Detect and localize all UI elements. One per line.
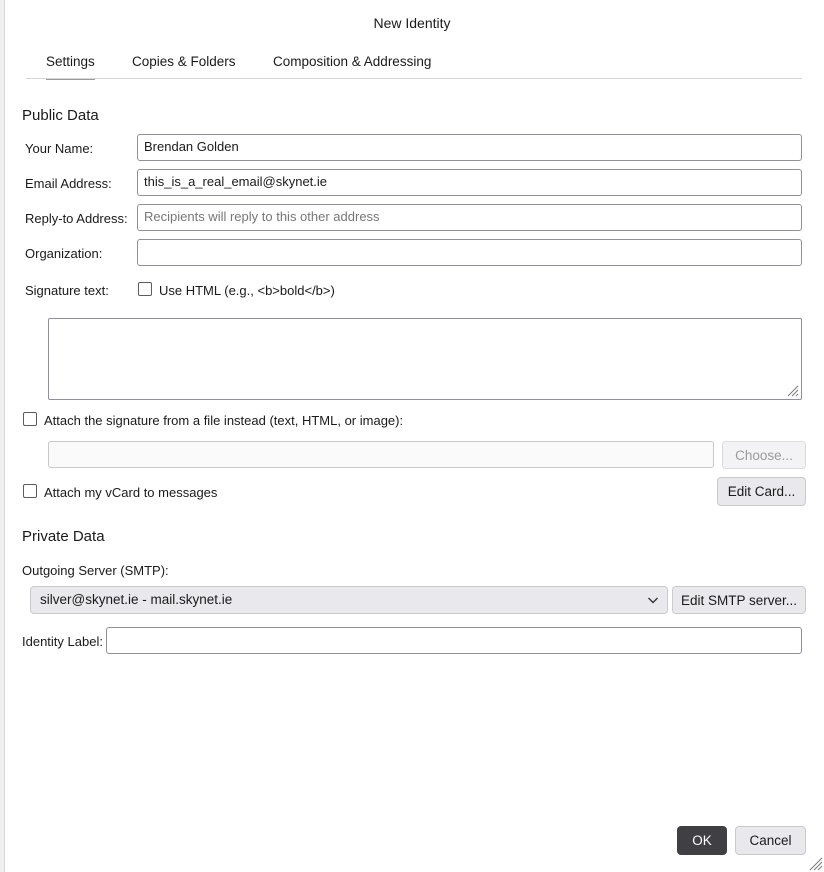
- window-resize-grip-icon[interactable]: [809, 857, 823, 871]
- use-html-label[interactable]: Use HTML (e.g., <b>bold</b>): [159, 283, 335, 298]
- smtp-server-selected-value: silver@skynet.ie - mail.skynet.ie: [40, 592, 233, 607]
- signature-text-label: Signature text:: [25, 283, 109, 298]
- ok-button[interactable]: OK: [677, 826, 727, 855]
- chevron-down-icon: [647, 594, 659, 606]
- use-html-checkbox[interactable]: [138, 282, 152, 296]
- organization-label: Organization:: [25, 246, 103, 261]
- email-address-input[interactable]: this_is_a_real_email@skynet.ie: [137, 169, 802, 196]
- attach-signature-file-label[interactable]: Attach the signature from a file instead (text, HTML, or image):: [44, 413, 404, 428]
- attach-signature-file-checkbox[interactable]: [23, 412, 37, 426]
- outgoing-server-label: Outgoing Server (SMTP):: [22, 563, 169, 578]
- reply-to-label: Reply-to Address:: [25, 211, 128, 226]
- cancel-button[interactable]: Cancel: [735, 826, 806, 855]
- signature-file-path-input[interactable]: [48, 441, 714, 468]
- dialog-title: New Identity: [373, 15, 451, 31]
- tab-copies-folders[interactable]: Copies & Folders: [132, 54, 236, 69]
- edit-smtp-server-button[interactable]: Edit SMTP server...: [672, 586, 806, 614]
- your-name-label: Your Name:: [25, 141, 94, 156]
- choose-file-button[interactable]: Choose...: [722, 441, 806, 469]
- smtp-server-select[interactable]: [30, 586, 668, 614]
- your-name-input[interactable]: Brendan Golden: [137, 134, 802, 161]
- private-data-heading: Private Data: [22, 528, 105, 545]
- background-window-edge: [0, 0, 5, 872]
- tab-composition-addressing[interactable]: Composition & Addressing: [273, 54, 432, 69]
- identity-label-label: Identity Label:: [22, 634, 103, 649]
- tab-settings[interactable]: Settings: [46, 54, 95, 80]
- reply-to-input[interactable]: Recipients will reply to this other address: [137, 204, 802, 231]
- tab-divider: [26, 78, 802, 79]
- resize-grip-icon[interactable]: [787, 385, 799, 397]
- identity-label-input[interactable]: [106, 627, 802, 654]
- attach-vcard-checkbox[interactable]: [23, 484, 37, 498]
- organization-input[interactable]: [137, 239, 802, 266]
- attach-vcard-label[interactable]: Attach my vCard to messages: [44, 485, 218, 500]
- email-address-label: Email Address:: [25, 176, 112, 191]
- edit-card-button[interactable]: Edit Card...: [717, 477, 806, 506]
- public-data-heading: Public Data: [22, 107, 99, 124]
- signature-textarea[interactable]: [48, 318, 802, 400]
